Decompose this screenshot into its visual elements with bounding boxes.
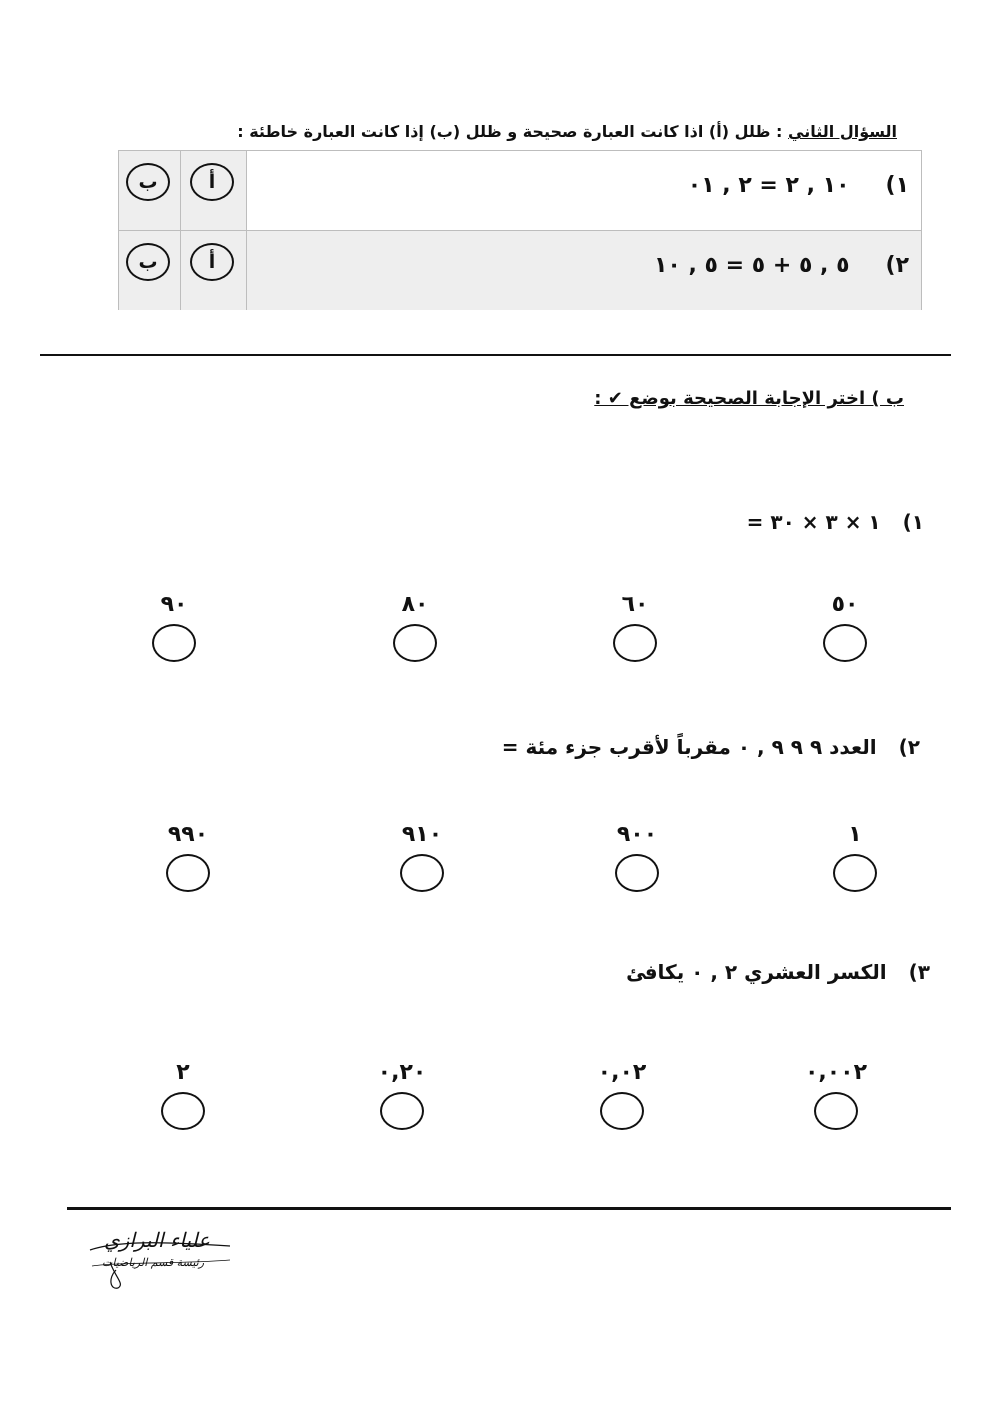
question-number: ١) (902, 510, 924, 534)
choice-value: ٩٠ (160, 592, 188, 617)
question-text: الكسر العشري ٢ , ٠ يكافئ (626, 960, 887, 984)
choice-option[interactable] (143, 1058, 223, 1130)
choice-option[interactable] (382, 820, 462, 892)
choice-value: ٩٠٠ (616, 822, 658, 847)
choice-option[interactable] (815, 820, 895, 892)
answer-bubble[interactable] (600, 1092, 644, 1130)
statement-number: ٢) (885, 253, 909, 278)
choice-value: ٠,٠٠٢ (804, 1060, 868, 1085)
answer-bubble[interactable] (152, 624, 196, 662)
choice-value: ٩٩٠ (167, 822, 209, 847)
answer-bubble[interactable] (823, 624, 867, 662)
footer-divider (67, 1207, 951, 1210)
question-two-instructions: : ظلل (أ) اذا كانت العبارة صحيحة و ظلل (ب) إذا كانت العبارة خاطئة : (237, 122, 789, 141)
statement-cell (247, 231, 921, 310)
option-a-bubble[interactable]: أ (190, 163, 234, 201)
question-3 (626, 960, 930, 984)
table-row (119, 231, 921, 310)
question-1 (747, 510, 924, 534)
statement-number: ١) (885, 173, 909, 198)
answer-bubble[interactable] (166, 854, 210, 892)
choice-option[interactable] (362, 1058, 442, 1130)
statement-cell (247, 151, 921, 230)
choice-value: ٥٠ (831, 592, 859, 617)
option-b-bubble[interactable]: ب (126, 163, 170, 201)
table-row (119, 151, 921, 231)
signature-name: علياء البرازي (104, 1228, 211, 1252)
answer-bubble[interactable] (615, 854, 659, 892)
choice-value: ٦٠ (621, 592, 649, 617)
answer-bubble[interactable] (814, 1092, 858, 1130)
choice-option[interactable] (805, 590, 885, 662)
option-a-bubble[interactable]: أ (190, 243, 234, 281)
choice-value: ٢ (176, 1060, 190, 1085)
choice-value: ٠,٠٢ (597, 1060, 647, 1085)
choice-value: ١ (848, 822, 862, 847)
signature-title: رئيسة قسم الرياضيات (102, 1256, 205, 1269)
choice-option[interactable] (148, 820, 228, 892)
question-text: العدد ٩ ٩ ٩ , ٠ مقرباً لأقرب جزء مئة = (501, 735, 877, 759)
choice-option[interactable] (375, 590, 455, 662)
answer-bubble[interactable] (161, 1092, 205, 1130)
option-a-cell[interactable] (181, 151, 247, 230)
statement-text: ٥ , ٥ + ٥ = ٥ , ١٠ (653, 253, 850, 278)
answer-bubble[interactable] (400, 854, 444, 892)
question-two-label: السؤال الثاني (788, 122, 897, 141)
question-number: ٢) (898, 735, 920, 759)
true-false-table (118, 150, 922, 310)
choice-value: ٩١٠ (401, 822, 443, 847)
answer-bubble[interactable] (833, 854, 877, 892)
choice-option[interactable] (796, 1058, 876, 1130)
choice-option[interactable] (582, 1058, 662, 1130)
question-text: ١ × ٣ × ٣٠ = (746, 510, 881, 534)
section-divider (40, 354, 951, 356)
question-number: ٣) (908, 960, 930, 984)
statement-text: ١٠ , ٢ = ٢ , ٠١ (687, 173, 850, 198)
answer-bubble[interactable] (613, 624, 657, 662)
choice-option[interactable] (597, 820, 677, 892)
choice-option[interactable] (134, 590, 214, 662)
option-b-cell[interactable] (119, 231, 181, 310)
answer-bubble[interactable] (393, 624, 437, 662)
option-b-cell[interactable] (119, 151, 181, 230)
choice-value: ٠,٢٠ (377, 1060, 427, 1085)
question-2 (502, 735, 920, 759)
choice-option[interactable] (595, 590, 675, 662)
option-b-bubble[interactable]: ب (126, 243, 170, 281)
question-two-title (177, 122, 897, 141)
choice-value: ٨٠ (401, 592, 429, 617)
teacher-signature (80, 1222, 240, 1292)
answer-bubble[interactable] (380, 1092, 424, 1130)
part-b-title: ب ) اختر الإجابة الصحيحة بوضع ✔ : (594, 388, 904, 409)
option-a-cell[interactable] (181, 231, 247, 310)
